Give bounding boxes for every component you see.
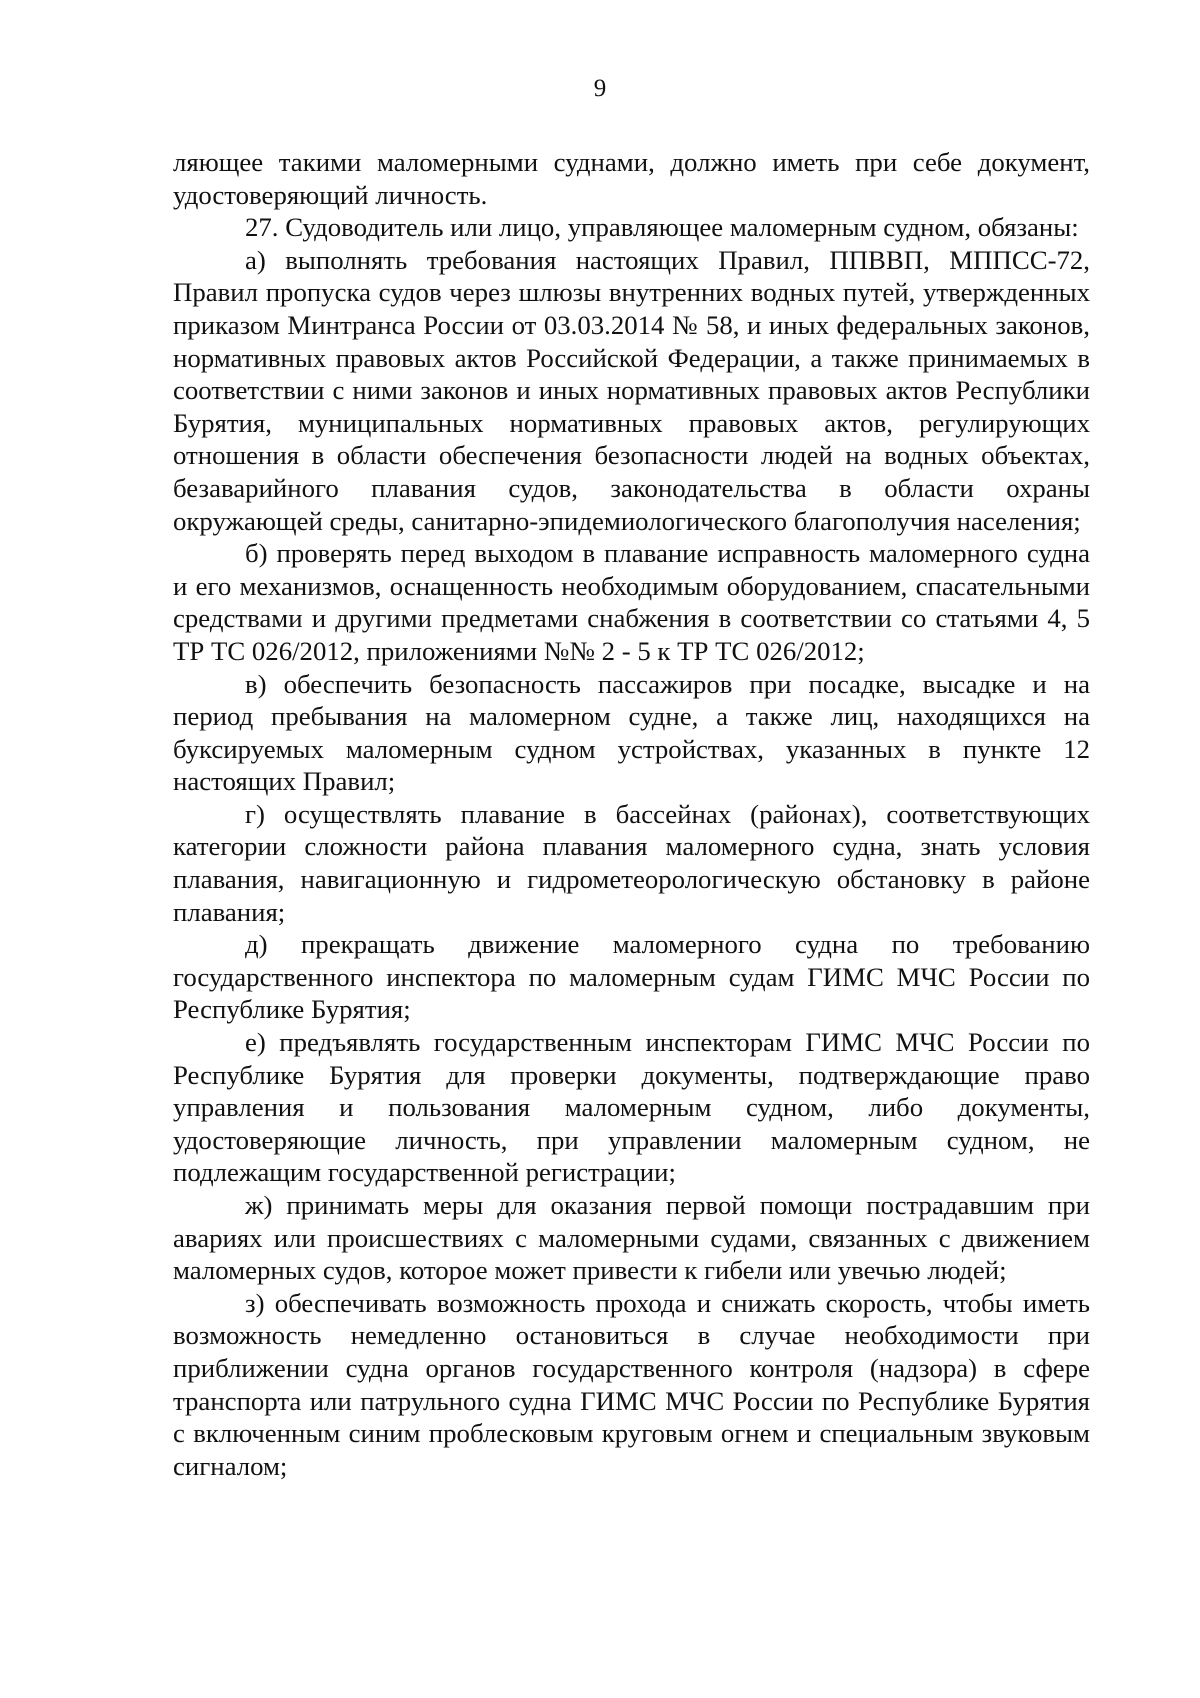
page-number: 9	[593, 75, 607, 102]
document-body	[173, 146, 1090, 1482]
paragraph-subitem-z: з) обеспечивать возможность прохода и снижать скорость, чтобы иметь возможность немедленно остановиться в случае необходимости при приближении судна органов государственного контроля (надзора) в сфере транспорта или патрульного судна ГИМС МЧС России по Республике Бурятия с включенным синим проблесковым круговым огнем и специальным звуковым сигналом;	[173, 1287, 1090, 1481]
paragraph-subitem-zh: ж) принимать меры для оказания первой помощи пострадавшим при авариях или происшествиях с маломерными судами, связанных с движением маломерных судов, которое может привести к гибели или увечью людей;	[173, 1190, 1090, 1286]
paragraph-item-27: 27. Судоводитель или лицо, управляющее маломерным судном, обязаны:	[245, 212, 1079, 243]
paragraph-subitem-a: а) выполнять требования настоящих Правил, ППВВП, МППСС-72, Правил пропуска судов через шлюзы внутренних водных путей, утвержденных приказом Минтранса России от 03.03.2014 № 58, и иных федеральных законов, нормативных правовых актов Российской Федерации, а также принимаемых в соответствии с ними законов и иных нормативных правовых актов Республики Бурятия, муниципальных нормативных правовых актов, регулирующих отношения в области обеспечения безопасности людей на водных объектах, безаварийного плавания судов, законодательства в области охраны окружающей среды, санитарно-эпидемиологического благополучия населения;	[173, 244, 1090, 536]
paragraph-subitem-v: в) обеспечить безопасность пассажиров при посадке, высадке и на период пребывания на маломерном судне, а также лиц, находящихся на буксируемых маломерным судном устройствах, указанных в пункте 12 настоящих Правил;	[173, 668, 1090, 797]
paragraph-subitem-b: б) проверять перед выходом в плавание исправность маломерного судна и его механизмов, оснащенность необходимым оборудованием, спасательными средствами и другими предметами снабжения в соответствии со статьями 4, 5 ТР ТС 026/2012, приложениями №№ 2 - 5 к ТР ТС 026/2012;	[173, 538, 1090, 666]
paragraph-subitem-d: д) прекращать движение маломерного судна по требованию государственного инспектора по маломерным судам ГИМС МЧС России по Республике Бурятия;	[173, 929, 1090, 1025]
paragraph-subitem-e: е) предъявлять государственным инспекторам ГИМС МЧС России по Республике Бурятия для проверки документы, подтверждающие право управления и пользования маломерным судном, либо документы, удостоверяющие личность, при управлении маломерным судном, не подлежащим государственной регистрации;	[173, 1027, 1090, 1188]
paragraph-subitem-g: г) осуществлять плавание в бассейнах (районах), соответствующих категории сложности района плавания маломерного судна, знать условия плавания, навигационную и гидрометеорологическую обстановку в районе плавания;	[173, 798, 1090, 927]
paragraph-continuation: ляющее такими маломерными суднами, должно иметь при себе документ, удостоверяющий личность.	[173, 147, 1090, 210]
